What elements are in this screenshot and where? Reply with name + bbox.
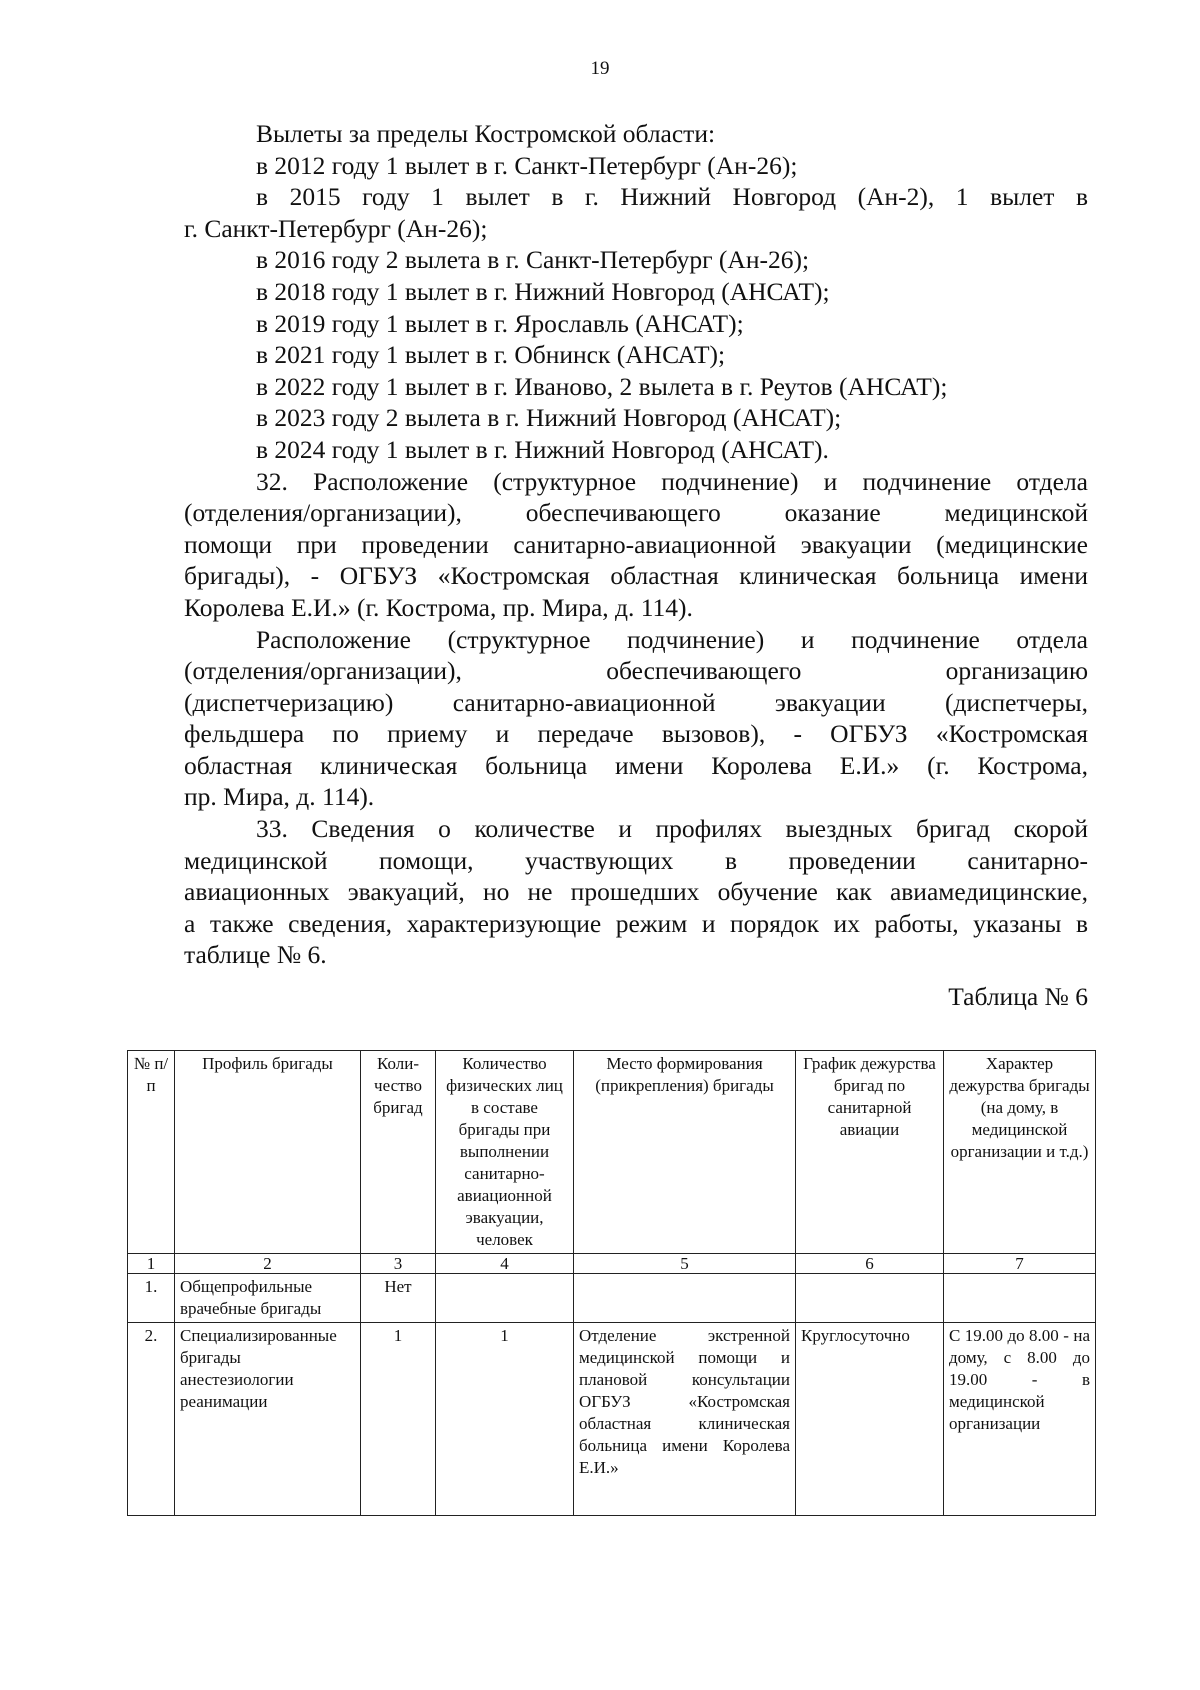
paragraph-32b-line1: Расположение (структурное подчинение) и подчинение отдела [256,624,1088,654]
page-number: 19 [590,58,610,79]
paragraph-32b-line4: фельдшера по приему и передаче вызовов), - ОГБУЗ «Костромская [184,719,1088,749]
header-place: Место формирования (прикрепления) бригады [574,1051,796,1254]
table-caption: Таблица № 6 [948,982,1088,1012]
column-number: 4 [436,1254,574,1274]
paragraph-32b-line2: (отделения/организации), обеспечивающего организацию [184,656,1088,686]
flight-2018: в 2018 году 1 вылет в г. Нижний Новгород (АНСАТ); [256,276,830,306]
header-persons: Количество физических лиц в составе бригады при выполнении санитарно-авиационной эвакуации, человек [436,1051,574,1254]
flight-2021: в 2021 году 1 вылет в г. Обнинск (АНСАТ); [256,340,726,370]
flight-2012: в 2012 году 1 вылет в г. Санкт-Петербург (Ан-26); [256,150,798,180]
paragraph-33-line5: таблице № 6. [184,940,327,970]
flight-2016: в 2016 году 2 вылета в г. Санкт-Петербург (Ан-26); [256,245,810,275]
row-persons [436,1274,574,1323]
header-schedule: График дежурства бригад по санитарной авиации [796,1051,944,1254]
table-row [128,1274,1096,1323]
column-number: 3 [361,1254,436,1274]
paragraph-33-line3: авиационных эвакуаций, но не прошедших обучение как авиамедицинские, [184,877,1088,907]
paragraph-32-line2: (отделения/организации), обеспечивающего оказание медицинской [184,498,1088,528]
paragraph-32-line4: бригады), - ОГБУЗ «Костромская областная клиническая больница имени [184,561,1088,591]
paragraph-32-line3: помощи при проведении санитарно-авиационной эвакуации (медицинские [184,529,1088,559]
row-count: 1 [361,1323,436,1516]
row-character [944,1274,1096,1323]
row-number: 1. [128,1274,175,1323]
paragraph-33-line4: а также сведения, характеризующие режим и порядок их работы, указаны в [184,908,1088,938]
paragraph-32b-line5: областная клиническая больница имени Королева Е.И.» (г. Кострома, [184,750,1088,780]
column-number: 1 [128,1254,175,1274]
paragraph-33-line2: медицинской помощи, участвующих в проведении санитарно- [184,845,1088,875]
paragraph-32b-line6: пр. Мира, д. 114). [184,782,375,812]
table-container [127,1050,1095,1516]
header-character: Характер дежурства бригады (на дому, в медицинской организации и т.д.) [944,1051,1096,1254]
flight-2015-line1: в 2015 году 1 вылет в г. Нижний Новгород (Ан-2), 1 вылет в [256,182,1088,212]
row-schedule: Круглосуточно [796,1323,944,1516]
header-count: Коли-чество бригад [361,1051,436,1254]
row-number: 2. [128,1323,175,1516]
column-number: 5 [574,1254,796,1274]
column-number: 2 [175,1254,361,1274]
table-row [128,1323,1096,1516]
flight-2019: в 2019 году 1 вылет в г. Ярославль (АНСАТ); [256,308,744,338]
flight-2015-line2: г. Санкт-Петербург (Ан-26); [184,213,488,243]
flight-2022: в 2022 году 1 вылет в г. Иваново, 2 вылета в г. Реутов (АНСАТ); [256,371,948,401]
row-place [574,1274,796,1323]
column-number-row [128,1254,1096,1274]
document-body [184,118,1088,1013]
column-number: 6 [796,1254,944,1274]
row-place: Отделение экстренной медицинской помощи и плановой консультации ОГБУЗ «Костромская областная клиническая больница имени Королева Е.И.» [574,1323,796,1516]
paragraph-32-line5: Королева Е.И.» (г. Кострома, пр. Мира, д. 114). [184,592,693,622]
paragraph-32b-line3: (диспетчеризацию) санитарно-авиационной эвакуации (диспетчеры, [184,687,1088,717]
paragraph-33-line1: 33. Сведения о количестве и профилях выездных бригад скорой [256,814,1088,844]
row-count: Нет [361,1274,436,1323]
flight-2024: в 2024 году 1 вылет в г. Нижний Новгород (АНСАТ). [256,434,829,464]
brigades-table [127,1050,1096,1516]
table-header-row [128,1051,1096,1254]
row-character: С 19.00 до 8.00 - на дому, с 8.00 до 19.00 - в медицинской организации [944,1323,1096,1516]
row-schedule [796,1274,944,1323]
paragraph-32-line1: 32. Расположение (структурное подчинение) и подчинение отдела [256,466,1088,496]
header-profile: Профиль бригады [175,1051,361,1254]
header-number: № п/п [128,1051,175,1254]
row-profile: Специализированные бригады анестезиологии реанимации [175,1323,361,1516]
column-number: 7 [944,1254,1096,1274]
row-profile: Общепрофильные врачебные бригады [175,1274,361,1323]
flights-heading: Вылеты за пределы Костромской области: [256,119,716,148]
flight-2023: в 2023 году 2 вылета в г. Нижний Новгород (АНСАТ); [256,403,842,433]
row-persons: 1 [436,1323,574,1516]
